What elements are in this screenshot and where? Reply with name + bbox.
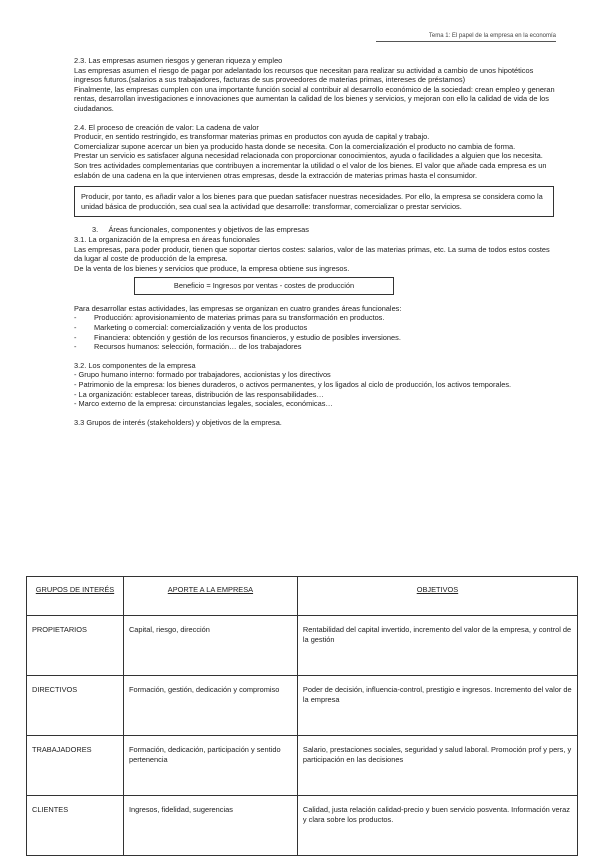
- section-3-3-heading: 3.3 Grupos de interés (stakeholders) y objetivos de la empresa.: [74, 417, 282, 427]
- table-cell: Rentabilidad del capital invertido, incremento del valor de la empresa, y control de la gestión: [297, 616, 577, 676]
- list-item: - Grupo humano interno: formado por trabajadores, accionistas y los directivos: [74, 370, 331, 380]
- table-row: [27, 616, 578, 676]
- section-3-1-paragraph-2: De la venta de los bienes y servicios que produce, la empresa obtiene sus ingresos.: [74, 263, 350, 273]
- section-2-4-paragraph-4: Son tres actividades complementarias que contribuyen a incrementar la utilidad o el valor de los bienes. El valor que añade cada empresa es un eslabón de una cadena en la que intervienen otras empresas, desde la extracción de materias primas hasta el consumidor.: [74, 160, 547, 180]
- table-cell: Ingresos, fidelidad, sugerencias: [123, 796, 297, 856]
- list-item: - Marketing o comercial: comercialización y venta de los productos: [74, 323, 556, 333]
- table-cell: Formación, dedicación, participación y sentido pertenencia: [123, 736, 297, 796]
- functional-areas-list: [74, 313, 556, 351]
- column-header-groups: GRUPOS DE INTERÉS: [27, 577, 124, 616]
- list-item: - Recursos humanos: selección, formación… de los trabajadores: [74, 342, 556, 352]
- document-body: [74, 56, 556, 427]
- profit-formula-box: Beneficio = Ingresos por ventas - costes de producción: [134, 277, 394, 295]
- running-header: Tema 1: El papel de la empresa en la economía: [376, 33, 556, 42]
- table-row: [27, 736, 578, 796]
- table-header-row: [27, 577, 578, 616]
- list-item: - Financiera: obtención y gestión de los recursos financieros, y estudio de posibles inversiones.: [74, 333, 556, 343]
- section-2-4-heading: 2.4. El proceso de creación de valor: La cadena de valor: [74, 122, 259, 132]
- section-2-3-heading: 2.3. Las empresas asumen riesgos y generan riqueza y empleo: [74, 56, 283, 65]
- list-item: - La organización: establecer tareas, distribución de las responsabilidades…: [74, 389, 324, 399]
- table-row: [27, 676, 578, 736]
- section-2-3-paragraph-2: Finalmente, las empresas cumplen con una importante función social al contribuir al desarrollo económico de la sociedad: crean empleo y generan rentas, desarrollan investigaciones e innovaciones que aumentan la calidad de los bienes y servicios, y mejoran con ello la calidad de vida de los ciudadanos.: [74, 84, 555, 113]
- section-3-number: 3.: [92, 225, 99, 235]
- table-cell: Capital, riesgo, dirección: [123, 616, 297, 676]
- section-2-3-paragraph-1: Las empresas asumen el riesgo de pagar por adelantado los recursos que necesitan para realizar su actividad a cambio de unos hipotéticos ingresos futuros.(salarios a sus trabajadores, facturas de sus proveedores de materias primas, intereses de préstamos): [74, 65, 534, 85]
- column-header-contribution: APORTE A LA EMPRESA: [123, 577, 297, 616]
- section-2-4-paragraph-2: Comercializar supone acercar un bien ya producido hasta donde se necesita. Con la comercialización el producto no cambia de forma.: [74, 141, 516, 151]
- section-3-1-paragraph-1: Las empresas, para poder producir, tienen que soportar ciertos costes: salarios, valor de las materias primas, etc. La suma de todos estos costes da lugar al coste de producción de la empresa.: [74, 244, 550, 264]
- table-cell: PROPIETARIOS: [27, 616, 124, 676]
- table-row: [27, 796, 578, 856]
- column-header-objectives: OBJETIVOS: [297, 577, 577, 616]
- table-cell: DIRECTIVOS: [27, 676, 124, 736]
- section-2-4-paragraph-3: Prestar un servicio es satisfacer alguna necesidad relacionada con proporcionar conocimientos, ayuda o facilidades a alguien que los necesita.: [74, 151, 543, 161]
- section-3-2-heading: 3.2. Los componentes de la empresa: [74, 360, 196, 370]
- table-cell: Formación, gestión, dedicación y compromiso: [123, 676, 297, 736]
- list-item: - Producción: aprovisionamiento de materias primas para su transformación en productos.: [74, 313, 556, 323]
- table-cell: Poder de decisión, influencia-control, prestigio e ingresos. Incremento del valor de la empresa: [297, 676, 577, 736]
- section-3-1-heading: 3.1. La organización de la empresa en áreas funcionales: [74, 234, 260, 244]
- table-cell: Salario, prestaciones sociales, seguridad y salud laboral. Promoción prof y pers, y participación en las decisiones: [297, 736, 577, 796]
- table-cell: CLIENTES: [27, 796, 124, 856]
- section-2-4-paragraph-1: Producir, en sentido restringido, es transformar materias primas en productos con ayuda de capital y trabajo.: [74, 132, 430, 142]
- section-3-title: Áreas funcionales, componentes y objetivos de las empresas: [108, 225, 309, 235]
- section-3-heading: [74, 225, 556, 235]
- definition-box: Producir, por tanto, es añadir valor a los bienes para que puedan satisfacer nuestras necesidades. Por ello, la empresa se considera como la unidad básica de producción, sea cual sea la actividad que desarrolle: transformar, comercializar o prestar servicios.: [74, 186, 554, 217]
- table-cell: TRABAJADORES: [27, 736, 124, 796]
- stakeholders-table: [26, 576, 578, 856]
- table-cell: Calidad, justa relación calidad-precio y buen servicio posventa. Información veraz y clara sobre los productos.: [297, 796, 577, 856]
- list-item: - Marco externo de la empresa: circunstancias legales, sociales, económicas…: [74, 399, 333, 409]
- section-3-1-paragraph-3: Para desarrollar estas actividades, las empresas se organizan en cuatro grandes áreas funcionales:: [74, 303, 402, 313]
- list-item: - Patrimonio de la empresa: los bienes duraderos, o activos permanentes, y los ligados al ciclo de producción, los activos temporales.: [74, 380, 512, 390]
